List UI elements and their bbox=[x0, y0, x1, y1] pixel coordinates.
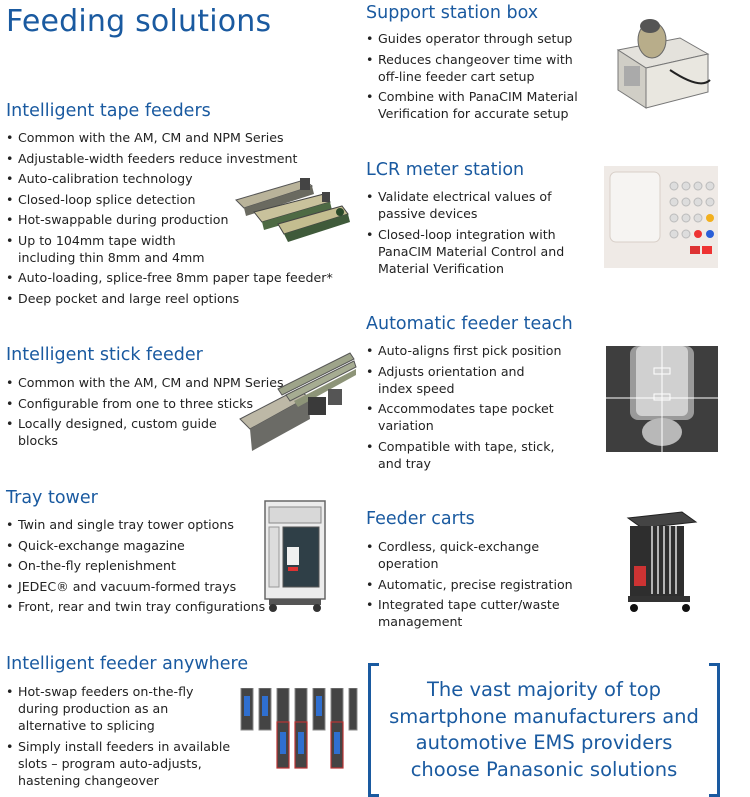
feeder-teach-list bbox=[366, 342, 562, 475]
list-item: • Up to 104mm tape width including thin 8mm and 4mm bbox=[6, 232, 233, 266]
lcr-meter-heading: LCR meter station bbox=[366, 160, 525, 180]
callout-box bbox=[368, 663, 720, 793]
tape-feeders-image bbox=[234, 172, 358, 244]
list-item: • Front, rear and twin tray configurations bbox=[6, 598, 280, 615]
list-item: • On-the-fly replenishment bbox=[6, 557, 266, 574]
support-station-image bbox=[610, 10, 716, 112]
stick-feeder-image bbox=[238, 349, 358, 453]
feeder-cart-image bbox=[624, 510, 700, 614]
list-item: • Locally designed, custom guide blocks bbox=[6, 415, 218, 449]
list-item: • Auto-aligns first pick position bbox=[366, 342, 578, 359]
list-item: • Closed-loop integration with PanaCIM Material Control and Material Verification bbox=[366, 226, 573, 277]
list-item: • Compatible with tape, stick, and tray bbox=[366, 438, 556, 472]
callout-text: The vast majority of top smartphone manufacturers and automotive EMS providers choose Panasonic solutions bbox=[389, 678, 699, 781]
list-item: • Automatic, precise registration bbox=[366, 576, 596, 593]
list-item: • Cordless, quick-exchange operation bbox=[366, 538, 596, 572]
stick-feeder-list bbox=[6, 374, 284, 453]
feeder-anywhere-heading: Intelligent feeder anywhere bbox=[6, 654, 249, 674]
list-item: • Common with the AM, CM and NPM Series bbox=[6, 129, 336, 146]
list-item: • Quick-exchange magazine bbox=[6, 537, 266, 554]
tape-feeders-heading: Intelligent tape feeders bbox=[6, 101, 211, 121]
list-item: • Simply install feeders in available slots – program auto-adjusts, hastening changeover bbox=[6, 738, 234, 789]
list-item: • Hot-swappable during production bbox=[6, 211, 336, 228]
list-item: • Accommodates tape pocket variation bbox=[366, 400, 556, 434]
list-item: • Guides operator through setup bbox=[366, 30, 591, 47]
list-item: • Adjusts orientation and index speed bbox=[366, 363, 556, 397]
list-item: • Closed-loop splice detection bbox=[6, 191, 336, 208]
list-item: • Common with the AM, CM and NPM Series bbox=[6, 374, 288, 391]
feeder-anywhere-list bbox=[6, 683, 234, 792]
support-station-list bbox=[366, 30, 591, 126]
list-item: • Auto-calibration technology bbox=[6, 170, 336, 187]
left-bracket bbox=[368, 663, 379, 797]
feeder-carts-list bbox=[366, 538, 596, 634]
list-item: • Combine with PanaCIM Material Verification for accurate setup bbox=[366, 88, 591, 122]
list-item: • Twin and single tray tower options bbox=[6, 516, 266, 533]
list-item: • Integrated tape cutter/waste management bbox=[366, 596, 563, 630]
tray-tower-list bbox=[6, 516, 266, 619]
lcr-meter-list bbox=[366, 188, 576, 280]
feeder-teach-heading: Automatic feeder teach bbox=[366, 314, 573, 334]
tray-tower-heading: Tray tower bbox=[6, 488, 98, 508]
support-station-heading: Support station box bbox=[366, 3, 539, 23]
stick-feeder-heading: Intelligent stick feeder bbox=[6, 345, 203, 365]
list-item: • Auto-loading, splice-free 8mm paper tape feeder* bbox=[6, 269, 336, 286]
list-item: • Configurable from one to three sticks bbox=[6, 395, 258, 412]
list-item: • Hot-swap feeders on-the-fly during production as an alternative to splicing bbox=[6, 683, 234, 734]
page-title: Feeding solutions bbox=[6, 4, 272, 39]
feeder-carts-heading: Feeder carts bbox=[366, 509, 475, 529]
feeder-teach-image bbox=[606, 346, 718, 452]
list-item: • Adjustable-width feeders reduce investment bbox=[6, 150, 336, 167]
lcr-meter-image bbox=[604, 166, 718, 268]
list-item: • Validate electrical values of passive devices bbox=[366, 188, 576, 222]
list-item: • Reduces changeover time with off-line feeder cart setup bbox=[366, 51, 591, 85]
feeder-slots-image bbox=[239, 688, 359, 770]
list-item: • JEDEC® and vacuum-formed trays bbox=[6, 578, 266, 595]
right-bracket bbox=[709, 663, 720, 797]
tray-tower-image bbox=[259, 497, 331, 613]
list-item: • Deep pocket and large reel options bbox=[6, 290, 336, 307]
